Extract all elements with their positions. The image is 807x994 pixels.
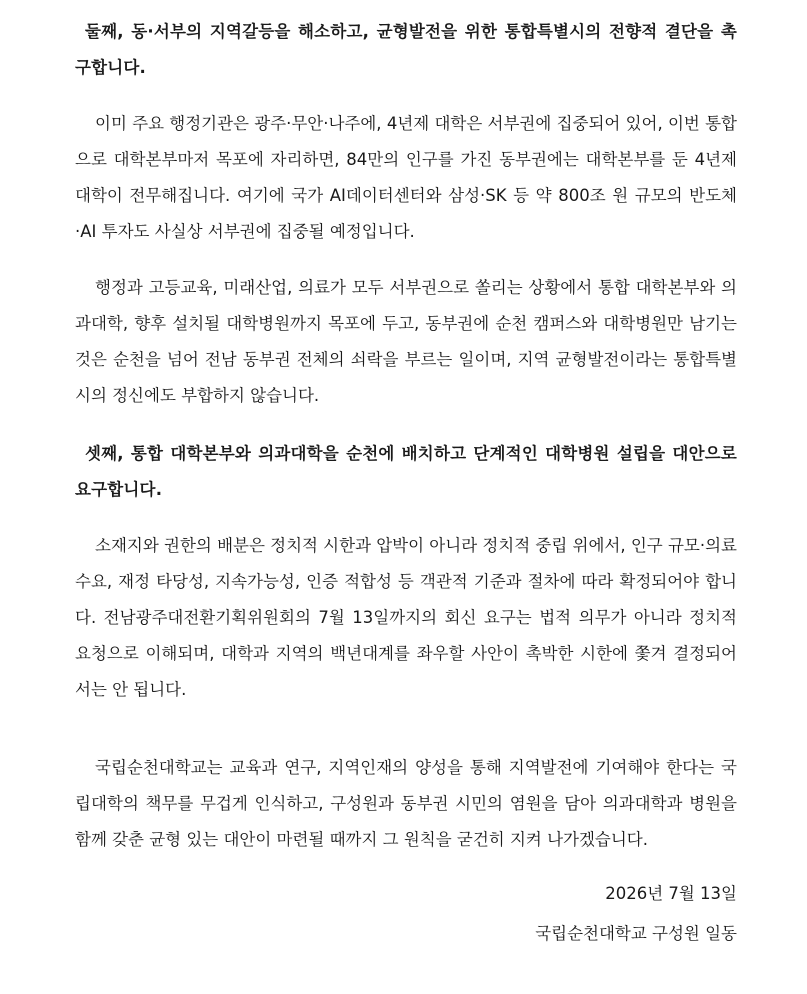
section-3-paragraph-1: 소재지와 권한의 배분은 정치적 시한과 압박이 아니라 정치적 중립 위에서, 인구 규모·의료 수요, 재정 타당성, 지속가능성, 인증 적합성 등 객관적 기준과 절차에 따라 확정되어야 합니다. 전남광주대전환기획위원회의 7월 13일까지의 회신 요구는 법적 의무가 아니라 정치적 요청으로 이해되며, 대학과 지역의 백년대계를 좌우할 사안이 촉박한 시한에 쫓겨 결정되어서는 안 됩니다. (75, 536, 737, 699)
section-2-paragraph-1: 이미 주요 행정기관은 광주·무안·나주에, 4년제 대학은 서부권에 집중되어 있어, 이번 통합으로 대학본부마저 목포에 자리하면, 84만의 인구를 가진 동부권에는 대학본부를 둔 4년제 대학이 전무해집니다. 여기에 국가 AI데이터센터와 삼성·SK 등 약 800조 원 규모의 반도체·AI 투자도 사실상 서부권에 집중될 예정입니다. (75, 114, 737, 241)
section-2-paragraph-2: 행정과 고등교육, 미래산업, 의료가 모두 서부권으로 쏠리는 상황에서 통합 대학본부와 의과대학, 향후 설치될 대학병원까지 목포에 두고, 동부권에 순천 캠퍼스와 대학병원만 남기는 것은 순천을 넘어 전남 동부권 전체의 쇠락을 부르는 일이며, 지역 균형발전이라는 통합특별시의 정신에도 부합하지 않습니다. (75, 278, 737, 405)
statement-document (75, 14, 737, 954)
section-3-heading: 셋째, 통합 대학본부와 의과대학을 순천에 배치하고 단계적인 대학병원 설립을 대안으로 요구합니다. (75, 444, 737, 499)
statement-date: 2026년 7월 13일 (605, 884, 737, 903)
section-2-heading: 둘째, 동·서부의 지역갈등을 해소하고, 균형발전을 위한 통합특별시의 전향적 결단을 촉구합니다. (75, 22, 737, 77)
closing-paragraph: 국립순천대학교는 교육과 연구, 지역인재의 양성을 통해 지역발전에 기여해야 한다는 국립대학의 책무를 무겁게 인식하고, 구성원과 동부권 시민의 염원을 담아 의과대학과 병원을 함께 갖춘 균형 있는 대안이 마련될 때까지 그 원칙을 굳건히 지켜 나가겠습니다. (75, 758, 737, 849)
statement-signature: 국립순천대학교 구성원 일동 (535, 924, 737, 943)
